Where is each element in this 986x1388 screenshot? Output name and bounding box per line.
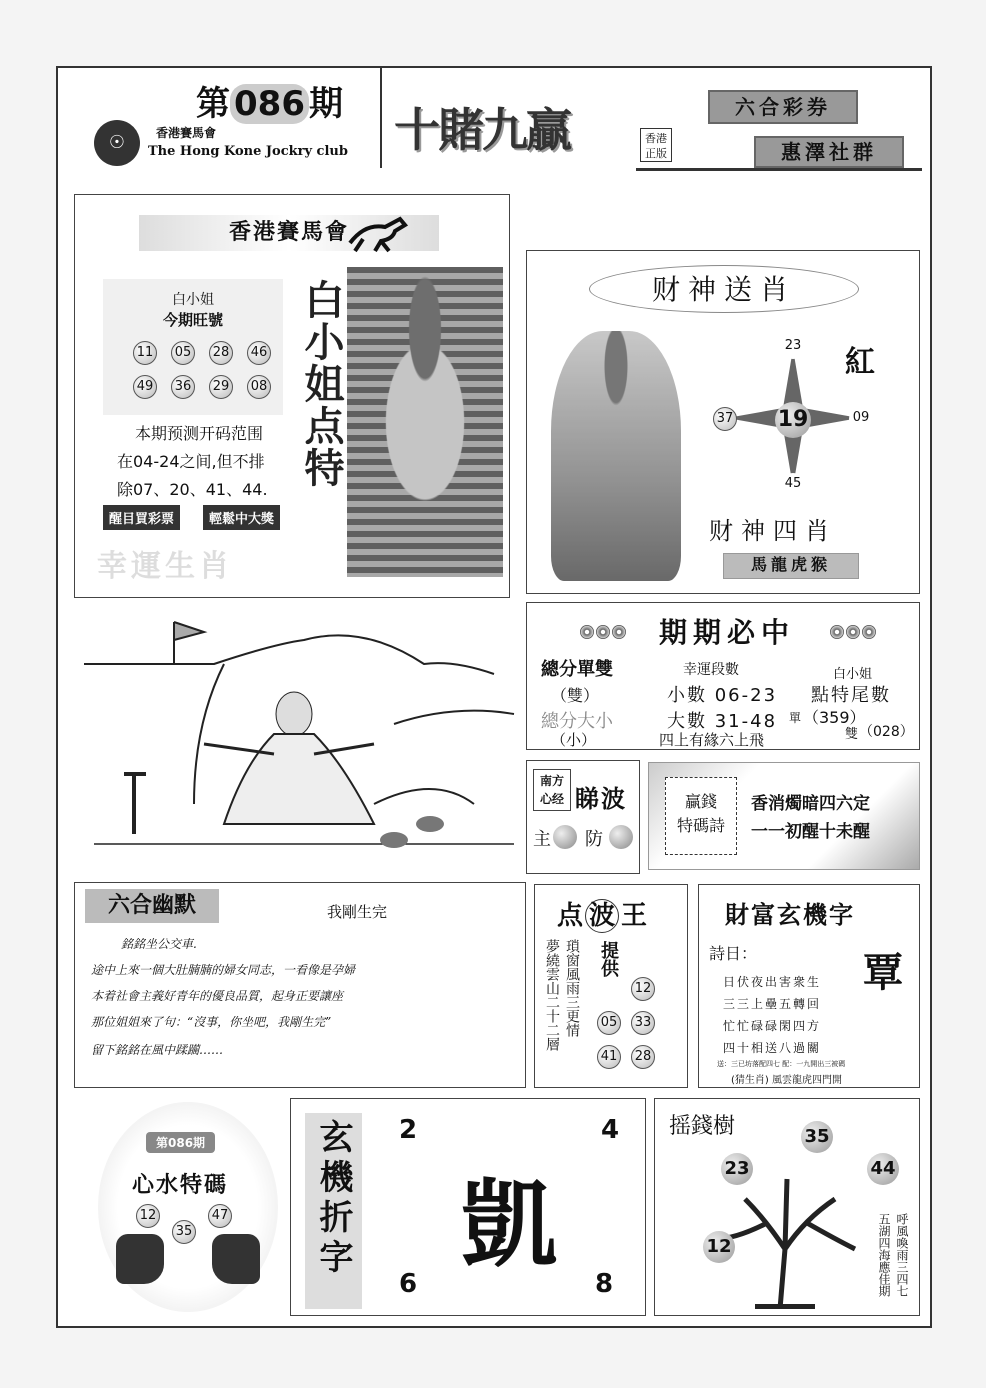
rhyme-line: 四上有緣六上飛 [659,731,765,749]
split-char-title: 玄機折字 [305,1113,362,1309]
mystic-line-2: 三三上壘五轉回 [723,997,822,1011]
issue-number: 第 086 期 [196,84,343,124]
number-top-right: 4 [601,1115,620,1145]
heart-water-ball: 12 [136,1204,160,1228]
fist-icon-left [116,1234,164,1284]
poem-line-1: 香消燭暗四六定 [751,794,870,814]
humor-panel [74,882,526,1088]
landscape-drawing [74,604,518,874]
disc-icons-left [579,621,627,640]
lucky-ball: 49 [133,375,157,399]
defend-color-ball [609,825,633,849]
lucky-ball: 11 [133,341,157,365]
mystic-line-4: 四十相送八過關 [723,1041,822,1055]
mystic-note-2: (猜生肖) 風雲龍虎四門開 [731,1075,842,1086]
lucky-ball: 05 [171,341,195,365]
lucky-label: 今期旺號 [162,311,223,329]
tree-ball: 44 [867,1153,899,1185]
club-name-cn: 香港賽馬會 [156,126,217,140]
header [58,68,930,168]
main-label: 主 [533,829,551,850]
defend-label: 防 [585,829,603,850]
heart-water-ball: 47 [208,1204,232,1228]
heart-water-title: 心水特碼 [132,1173,229,1198]
wave-king-col-1: 夢繞雲山二十二層 [544,939,560,1051]
odd-tail-label: 單 [789,711,802,725]
humor-title: 六合幽默 [85,889,219,923]
special-poem-panel [648,762,920,870]
mystic-char: 覃 [863,950,903,996]
even-tail-value: （028） [859,724,914,740]
tree-col-1: 呼風喚雨三四七 [895,1213,909,1297]
panel-title: 香港賽馬會 [139,215,439,251]
wave-king-ball: 33 [631,1011,655,1035]
range-line-3: 除07、20、41、44. [117,480,268,499]
tag-community: 惠澤社群 [754,136,904,168]
heart-water-panel [98,1102,278,1312]
wave-source [533,769,571,811]
total-big-small-label: 總分大小 [541,711,613,732]
lucky-ball: 28 [209,341,233,365]
wealth-title: 财神送肖 [589,265,859,313]
vertical-title: 白小姐点特 [298,279,344,489]
mystic-note-1: 送：三已坊落配四七 配：一九開出三被碼 [717,1060,846,1068]
money-tree-title: 摇錢樹 [669,1114,736,1139]
disc-icons-right [829,621,877,640]
wave-panel [526,760,640,874]
small-range: 小數 06-23 [667,685,778,706]
miss-bai-label: 白小姐 [172,292,214,308]
model-photo [347,267,503,577]
number-top-left: 2 [399,1115,418,1145]
wave-king-title-b: 波 [585,899,619,933]
wave-king-ball: 05 [597,1011,621,1035]
wave-king-ball: 41 [597,1045,621,1069]
wave-king-title-c: 王 [621,901,648,931]
tail-number-label: 點特尾數 [811,685,891,706]
tree-ball: 23 [721,1153,753,1185]
mystic-line-3: 忙忙碌碌閑四方 [723,1019,822,1033]
wave-king-ball: 28 [631,1045,655,1069]
humor-line-5: 留下銘銘在風中蹂躏…… [91,1043,224,1057]
color-word: 紅 [845,345,875,380]
range-line-2: 在04-24之间,但不排 [117,452,265,471]
total-odd-even-label: 總分單雙 [541,659,613,680]
humor-line-3: 本着社會主義好青年的優良品質，起身正要讓座 [91,989,344,1003]
split-char-panel [290,1098,646,1316]
wave-king-title [557,895,647,933]
wave-king-ball: 12 [631,977,655,1001]
mystic-line-1: 日伏夜出害衆生 [723,975,822,989]
miss-bai-small: 白小姐 [833,667,873,682]
poem-label [665,777,737,855]
lucky-ball: 08 [247,375,271,399]
main-color-ball [553,825,577,849]
top-ball: 23 [781,335,805,359]
tree-ball: 12 [703,1231,735,1263]
wealth-god-panel [526,250,920,594]
must-win-title: 期期必中 [659,616,796,649]
money-tree-panel [654,1098,920,1316]
range-line-1: 本期预测开码范围 [135,424,264,443]
wave-king-panel [534,884,688,1088]
even-tail-label: 雙 [845,727,859,742]
poem-label-line-1: 贏錢 [684,792,717,811]
right-ball: 09 [849,407,873,431]
slogan-1: 醒目買彩票 [103,505,180,530]
center-ball: 19 [775,402,811,438]
number-bottom-left: 6 [399,1269,418,1299]
brand-title: 十賭九贏 [394,103,570,157]
humor-subtitle: 我剛生完 [327,903,388,921]
humor-line-4: 那位姐姐來了句：“沒事，你坐吧，我剛生完” [91,1015,332,1029]
humor-line-2: 途中上來一個大肚腩腩的婦女同志，一看像是孕婦 [91,963,356,977]
poem-line-2: 一一初醒十未醒 [751,822,870,842]
split-character: 凱 [461,1168,557,1281]
big-small-value: （小） [551,731,597,749]
faded-zodiac-text: 幸運生肖 [97,549,233,584]
four-zodiac-label: 财神四肖 [709,517,837,545]
tree-col-2: 五湖四海應佳期 [877,1213,891,1297]
genuine-stamp: 香港正版 [640,128,672,162]
lucky-ball: 36 [171,375,195,399]
big-range: 大數 31-48 [667,711,778,732]
humor-line-1: 銘銘坐公交車. [121,937,197,951]
four-zodiac: 馬龍虎猴 [723,553,859,579]
provide-label: 提供 [598,941,619,977]
wave-title: 睇波 [575,785,627,813]
issue-badge: 第086期 [146,1132,215,1153]
tree-ball: 35 [801,1121,833,1153]
wealth-god-figure [551,331,681,581]
lucky-ball: 46 [247,341,271,365]
club-name-en: The Hong Kone Jockry club [148,144,348,159]
lucky-number-card [103,279,283,415]
number-bottom-right: 8 [595,1269,614,1299]
wave-source-line-1: 南方 [539,774,564,788]
fist-icon-right [212,1234,260,1284]
newspaper-page [56,66,932,1328]
poem-label-line-2: 特碼詩 [676,816,725,835]
odd-tail-value: （359） [803,708,866,727]
heart-water-ball: 35 [172,1220,196,1244]
mystic-word-panel [698,884,920,1088]
wave-king-col-2: 瑣窗風雨三更情 [564,939,580,1037]
mystic-title: 財富玄機字 [725,901,855,929]
horse-icon [345,213,415,253]
poem-label: 詩日： [709,944,758,963]
horse-racing-panel [74,194,510,598]
bottom-ball: 45 [781,473,805,497]
left-ball: 37 [713,407,737,431]
slogan-2: 輕鬆中大獎 [203,505,280,530]
wave-source-line-2: 心经 [539,792,564,806]
lucky-segment-label: 幸運段數 [683,662,739,678]
wave-king-title-a: 点 [557,901,584,931]
lucky-ball: 29 [209,375,233,399]
jockey-club-logo: ☉ [94,120,140,166]
tag-mark-six: 六合彩券 [708,90,858,124]
must-win-panel [526,602,920,750]
sage-illustration [74,604,518,874]
odd-even-value: （雙） [551,686,600,705]
